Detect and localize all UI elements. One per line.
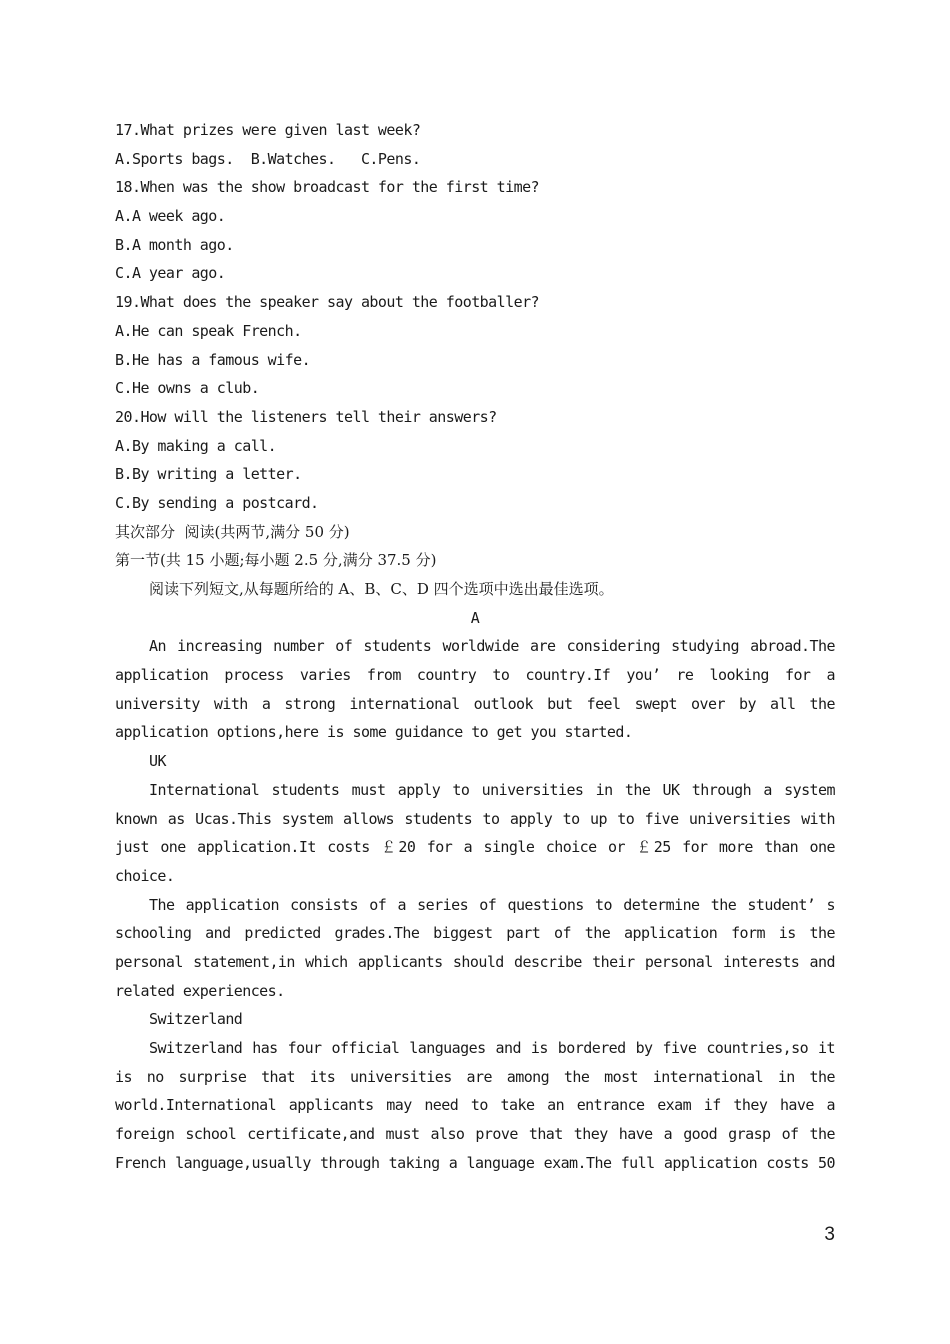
- uk-p2-line-1: The application consists of a series of questions to determine the student’ s: [149, 895, 835, 914]
- ch-p1-line-5: French language,usually through taking a language exam.The full application costs 50: [115, 1153, 835, 1172]
- question-18-option-c: C.A year ago.: [115, 264, 226, 283]
- ch-p1-line-2: is no surprise that its universities are among the most international in the: [115, 1067, 835, 1086]
- question-20-option-a: A.By making a call.: [115, 436, 277, 455]
- uk-p1-line-1: International students must apply to universities in the UK through a system: [149, 780, 835, 799]
- question-17-options: A.Sports bags. B.Watches. C.Pens.: [115, 149, 421, 168]
- question-18-stem: 18.When was the show broadcast for the first time?: [115, 178, 540, 197]
- ch-p1-line-1: Switzerland has four official languages and is bordered by five countries,so it: [149, 1039, 835, 1057]
- intro-line-1: An increasing number of students worldwide are considering studying abroad.The: [149, 637, 835, 656]
- ch-p1-line-3: world.International applicants may need to take an entrance exam if they have a: [115, 1096, 835, 1115]
- question-19-stem: 19.What does the speaker say about the footballer?: [115, 293, 540, 312]
- question-17-stem: 17.What prizes were given last week?: [115, 121, 421, 139]
- ch-p1-line-4: foreign school certificate,and must also prove that they have a good grasp of the: [115, 1125, 835, 1144]
- question-18-option-b: B.A month ago.: [115, 235, 234, 254]
- uk-p2-line-3: personal statement,in which applicants should describe their personal interests and: [115, 952, 835, 971]
- question-19-option-b: B.He has a famous wife.: [115, 350, 311, 369]
- part-title: 其次部分 阅读(共两节,满分 50 分): [115, 522, 350, 541]
- uk-p2-line-4: related experiences.: [115, 981, 285, 1000]
- uk-p1-line-3: just one application.It costs ￡20 for a single choice or ￡25 for more than one: [115, 838, 835, 857]
- uk-p1-line-2: known as Ucas.This system allows students to apply to up to five universities with: [115, 809, 835, 828]
- uk-p2-line-2: schooling and predicted grades.The biggest part of the application form is the: [115, 924, 835, 943]
- question-20-option-c: C.By sending a postcard.: [115, 493, 319, 512]
- document-body: [115, 116, 835, 1177]
- section-instruction: 阅读下列短文,从每题所给的 A、B、C、D 四个选项中选出最佳选项。: [149, 580, 614, 598]
- intro-line-3: university with a strong international outlook but feel swept over by all the: [115, 694, 835, 713]
- passage-label: A: [470, 608, 480, 627]
- switzerland-heading: Switzerland: [149, 1010, 243, 1029]
- intro-line-4: application options,here is some guidance to get you started.: [115, 723, 633, 742]
- question-19-option-c: C.He owns a club.: [115, 379, 260, 398]
- question-20-stem: 20.How will the listeners tell their answers?: [115, 407, 497, 426]
- uk-heading: UK: [149, 752, 166, 771]
- question-18-option-a: A.A week ago.: [115, 207, 226, 226]
- question-19-option-a: A.He can speak French.: [115, 321, 302, 340]
- uk-p1-line-4: choice.: [115, 866, 175, 885]
- page-number: 3: [824, 1224, 835, 1245]
- question-20-option-b: B.By writing a letter.: [115, 465, 302, 484]
- intro-line-2: application process varies from country to country.If you’ re looking for a: [115, 666, 835, 685]
- section-subtitle: 第一节(共 15 小题;每小题 2.5 分,满分 37.5 分): [115, 551, 437, 570]
